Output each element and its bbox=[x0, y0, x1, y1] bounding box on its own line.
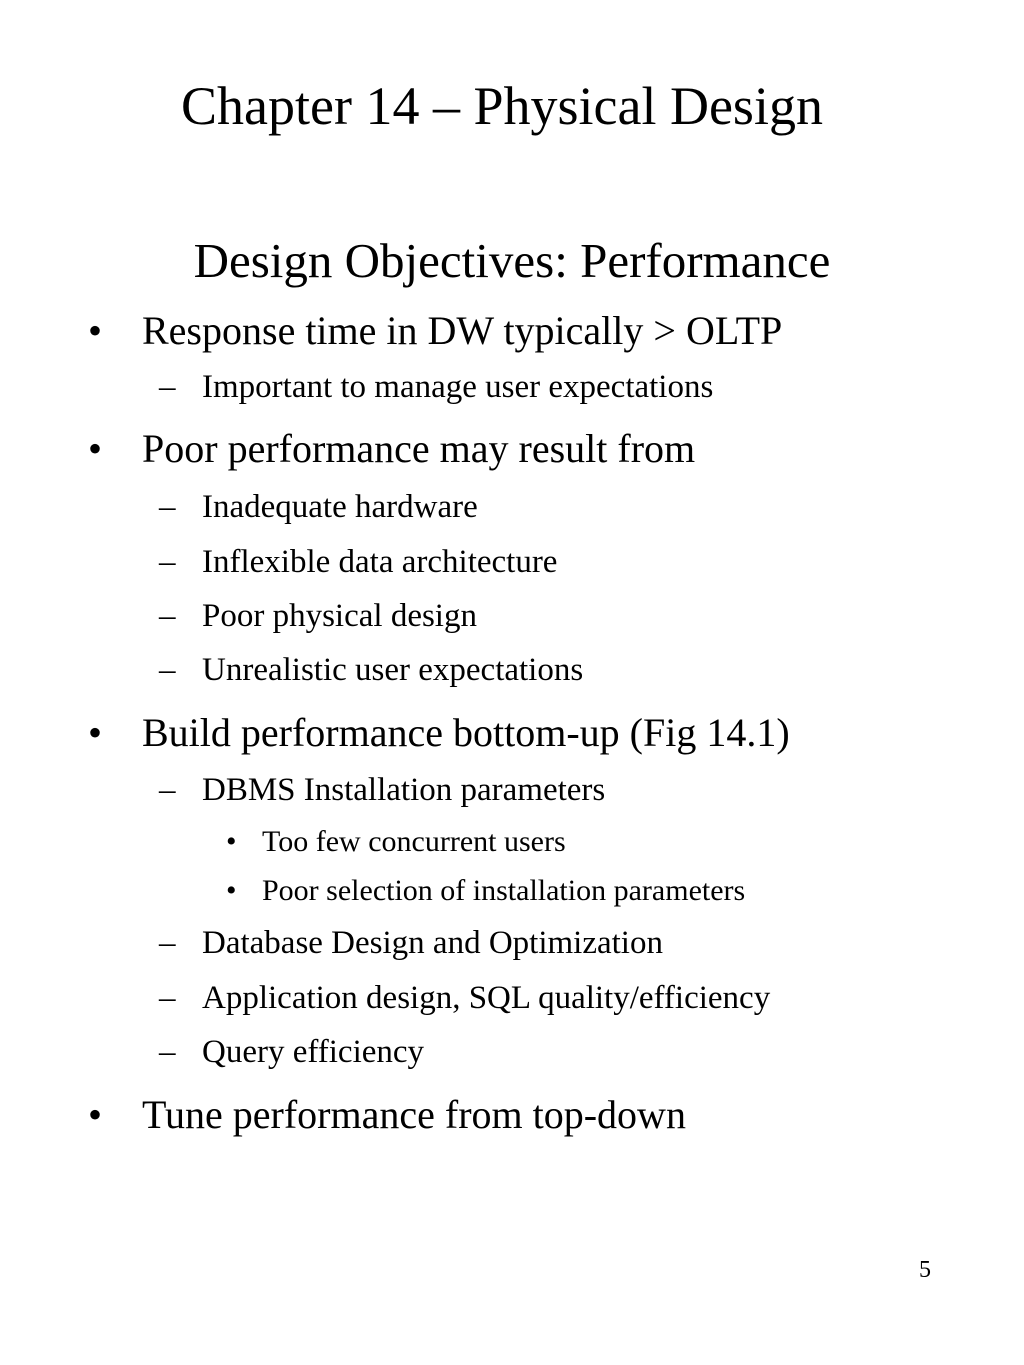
sub-bullet-text: Application design, SQL quality/efficiency bbox=[202, 980, 771, 1016]
bullet-text: Build performance bottom-up (Fig 14.1) bbox=[142, 710, 790, 755]
sub-bullet-text: Database Design and Optimization bbox=[202, 925, 663, 961]
bullet-text: Response time in DW typically > OLTP bbox=[142, 308, 783, 353]
dash-icon: – bbox=[159, 369, 176, 405]
bullet-icon: • bbox=[88, 308, 103, 353]
slide-subtitle: Design Objectives: Performance bbox=[193, 233, 831, 288]
sub-bullet-text: Inadequate hardware bbox=[202, 489, 478, 525]
sub-bullet-text: Query efficiency bbox=[202, 1034, 425, 1070]
bullet-text: Tune performance from top-down bbox=[142, 1092, 686, 1137]
sub-bullet-text: Inflexible data architecture bbox=[202, 544, 558, 580]
dash-icon: – bbox=[159, 598, 176, 634]
bullet-text: Poor performance may result from bbox=[142, 426, 696, 471]
small-bullet-icon: • bbox=[226, 874, 237, 907]
sub-bullet-text: Poor physical design bbox=[202, 598, 477, 634]
dash-icon: – bbox=[159, 1034, 176, 1070]
page-number: 5 bbox=[919, 1257, 931, 1283]
dash-icon: – bbox=[159, 925, 176, 961]
sub-sub-bullet-text: Too few concurrent users bbox=[262, 825, 566, 858]
slide-title: Chapter 14 – Physical Design bbox=[181, 76, 823, 136]
small-bullet-icon: • bbox=[226, 825, 237, 858]
bullet-icon: • bbox=[88, 1092, 103, 1137]
dash-icon: – bbox=[159, 980, 176, 1016]
sub-bullet-text: DBMS Installation parameters bbox=[202, 772, 606, 808]
sub-bullet-text: Important to manage user expectations bbox=[202, 369, 714, 405]
bullet-icon: • bbox=[88, 710, 103, 755]
dash-icon: – bbox=[159, 772, 176, 808]
dash-icon: – bbox=[159, 652, 176, 688]
dash-icon: – bbox=[159, 544, 176, 580]
sub-sub-bullet-text: Poor selection of installation parameters bbox=[262, 874, 746, 907]
bullet-icon: • bbox=[88, 426, 103, 471]
dash-icon: – bbox=[159, 489, 176, 525]
sub-bullet-text: Unrealistic user expectations bbox=[202, 652, 584, 688]
